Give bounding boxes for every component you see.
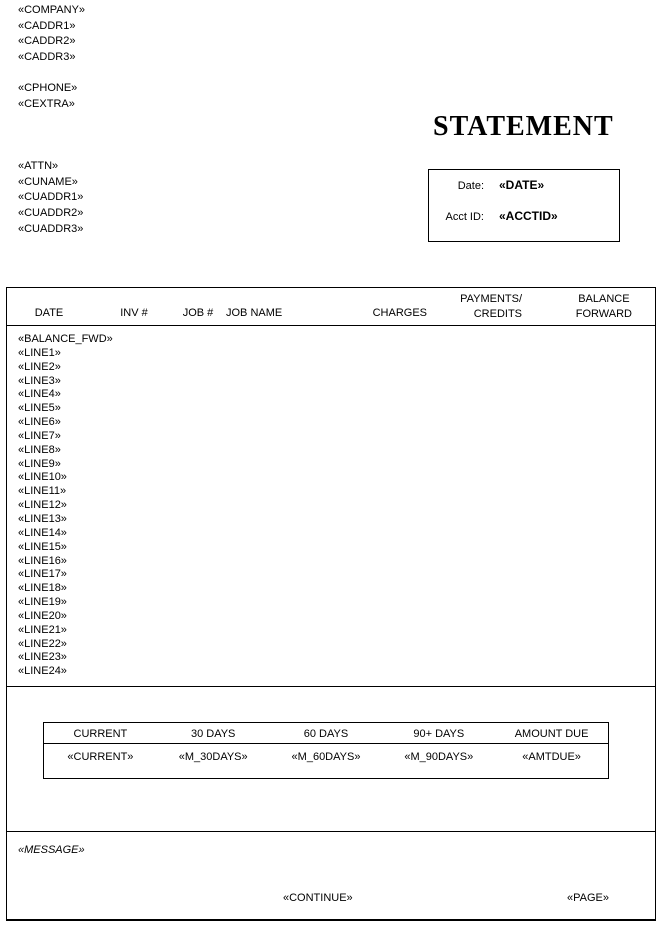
aging-current-merge-field[interactable]: «CURRENT» xyxy=(67,751,134,763)
statement-line-merge-field[interactable]: «LINE21» xyxy=(18,623,67,636)
sender-merge-field xyxy=(18,67,85,83)
date-label: Date: xyxy=(457,180,484,192)
statement-line-merge-field[interactable]: «LINE12» xyxy=(18,499,67,512)
sender-merge-field[interactable]: «CADDR1» xyxy=(18,19,76,32)
statement-line-merge-field[interactable]: «LINE1» xyxy=(18,346,61,359)
sender-merge-field[interactable]: «CEXTRA» xyxy=(18,98,75,111)
aging-header-90days: 90+ DAYS xyxy=(413,728,465,740)
statement-line-merge-field[interactable]: «LINE2» xyxy=(18,360,61,373)
balance-line2: FORWARD xyxy=(575,308,632,320)
statement-line-merge-field[interactable]: «LINE17» xyxy=(18,568,67,581)
date-row xyxy=(429,178,619,192)
acct-id-row xyxy=(429,209,619,223)
statement-line-merge-field[interactable]: «LINE16» xyxy=(18,554,67,567)
statement-line-merge-field[interactable]: «LINE24» xyxy=(18,665,67,678)
column-header-date: DATE xyxy=(34,307,64,319)
continue-merge-field[interactable]: «CONTINUE» xyxy=(283,892,353,904)
statement-line-merge-field[interactable]: «LINE7» xyxy=(18,429,61,442)
section-divider-aging xyxy=(7,686,655,687)
aging-60days-merge-field[interactable]: «M_60DAYS» xyxy=(291,751,361,763)
statement-line-merge-field[interactable]: «LINE10» xyxy=(18,471,67,484)
section-divider-message xyxy=(7,831,655,832)
aging-summary-table xyxy=(43,722,609,779)
aging-90days-merge-field[interactable]: «M_90DAYS» xyxy=(404,751,474,763)
statement-line-merge-field[interactable]: «LINE20» xyxy=(18,609,67,622)
sender-address-block xyxy=(18,4,85,114)
statement-body-box xyxy=(6,287,656,921)
payments-line1: PAYMENTS/ xyxy=(460,293,522,305)
aging-header-amount-due: AMOUNT DUE xyxy=(514,728,589,740)
aging-30days-merge-field[interactable]: «M_30DAYS» xyxy=(178,751,248,763)
aging-header-row xyxy=(44,723,608,744)
date-account-box xyxy=(428,169,620,242)
column-header-balance-forward xyxy=(576,292,632,322)
line-items-header-row xyxy=(7,288,655,326)
column-header-job-number: JOB # xyxy=(182,307,214,319)
statement-line-merge-field[interactable]: «LINE13» xyxy=(18,512,67,525)
sender-merge-field[interactable]: «COMPANY» xyxy=(18,4,86,16)
recipient-merge-field[interactable]: «CUADDR1» xyxy=(18,191,84,204)
recipient-merge-field[interactable]: «CUNAME» xyxy=(18,175,78,188)
statement-line-merge-field[interactable]: «LINE8» xyxy=(18,443,61,456)
balance-line1: BALANCE xyxy=(578,293,630,305)
sender-merge-field[interactable]: «CADDR2» xyxy=(18,35,76,48)
statement-line-merge-field[interactable]: «LINE9» xyxy=(18,457,61,470)
sender-merge-field[interactable]: «CPHONE» xyxy=(18,82,78,95)
statement-line-merge-field[interactable]: «LINE22» xyxy=(18,637,67,650)
acct-id-merge-field[interactable]: «ACCTID» xyxy=(499,209,558,223)
statement-line-merge-field[interactable]: «LINE4» xyxy=(18,388,61,401)
recipient-merge-field[interactable]: «CUADDR3» xyxy=(18,222,84,235)
page-number-merge-field[interactable]: «PAGE» xyxy=(567,892,609,904)
statement-line-merge-field[interactable]: «LINE5» xyxy=(18,402,61,415)
statement-line-merge-field[interactable]: «LINE14» xyxy=(18,526,67,539)
payments-line2: CREDITS xyxy=(473,308,522,320)
column-header-payments-credits xyxy=(460,292,522,322)
statement-line-merge-field[interactable]: «LINE3» xyxy=(18,374,61,387)
acct-id-label: Acct ID: xyxy=(445,211,484,223)
aging-header-30days: 30 DAYS xyxy=(190,728,236,740)
statement-line-merge-field[interactable]: «LINE18» xyxy=(18,582,67,595)
date-merge-field[interactable]: «DATE» xyxy=(499,178,545,192)
aging-header-current: CURRENT xyxy=(73,728,128,740)
column-header-job-name: JOB NAME xyxy=(226,307,283,319)
statement-line-merge-field[interactable]: «LINE6» xyxy=(18,416,61,429)
sender-merge-field[interactable]: «CADDR3» xyxy=(18,51,76,64)
recipient-address-block xyxy=(18,160,83,238)
column-header-charges: CHARGES xyxy=(372,307,427,319)
statement-line-merge-field[interactable]: «LINE15» xyxy=(18,540,67,553)
recipient-merge-field[interactable]: «ATTN» xyxy=(18,160,59,172)
page-title: STATEMENT xyxy=(433,111,614,142)
statement-line-merge-field[interactable]: «LINE19» xyxy=(18,596,67,609)
statement-line-merge-field[interactable]: «LINE11» xyxy=(18,485,67,498)
aging-amount-due-merge-field[interactable]: «AMTDUE» xyxy=(522,751,581,763)
recipient-merge-field[interactable]: «CUADDR2» xyxy=(18,207,84,220)
statement-lines-block xyxy=(18,333,113,679)
statement-line-merge-field[interactable]: «LINE23» xyxy=(18,651,67,664)
statement-line-merge-field[interactable]: «BALANCE_FWD» xyxy=(18,333,113,345)
aging-header-60days: 60 DAYS xyxy=(303,728,349,740)
message-merge-field[interactable]: «MESSAGE» xyxy=(18,844,85,856)
aging-values-row xyxy=(44,744,608,778)
column-header-inv-number: INV # xyxy=(120,307,148,319)
